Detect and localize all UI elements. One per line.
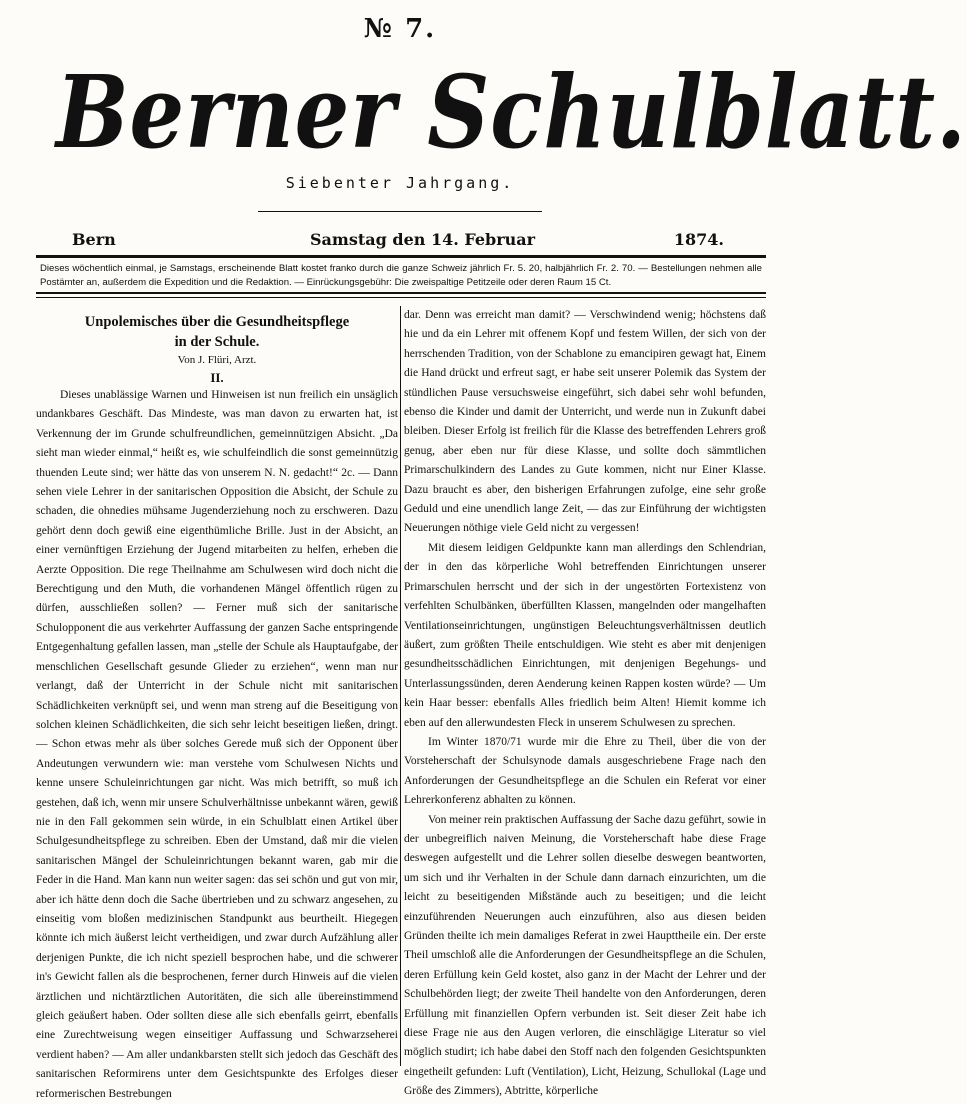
left-column xyxy=(36,306,398,1100)
paragraph: Von meiner rein praktischen Auffassung der Sache dazu geführt, sowie in der unbegreiflich naiven Meinung, die Vorsteherschaft habe diese Frage deswegen aufgestellt und die Lehrer sollen dieselbe deswegen beantworten, um sich und ihr Verhalten in der Schule dann darnach einzurichten, um die leicht zu beseitigenden Mißstände auch zu beseitigen; und die leicht einzuführenden Neuerungen auch einzuführen, also aus diesen beiden Gründen theilte ich mein damaliges Referat in zwei Haupttheile ein. Der erste Theil umschloß alle die Anforderungen der Gesundheitspflege an die Schulen, deren Erfüllung kein Geld kostet, also ganz in der Macht der Lehrer und der Schulbehörden liegt; der zweite Theil handelte von den Anforderungen, deren Erfüllung mit finanziellen Opfern verbunden ist. Seit dieser Zeit habe ich diese Frage nie aus den Augen verloren, die einschlägige Literatur so viel möglich studirt; ich habe dabei den Stoff nach den folgenden Gesichtspunkten eingetheilt gefunden: Luft (Ventilation), Licht, Heizung, Schullokal (Lage und Größe des Zimmers), Abtritte, körperliche xyxy=(404,813,766,1098)
masthead-title: Berner Schulblatt. xyxy=(56,53,967,171)
paragraph: Im Winter 1870/71 wurde mir die Ehre zu Theil, über die von der Vorsteherschaft der Schulsynode damals ausgeschriebene Frage nach den Anforderungen der Gesundheitspflege an die Schulen ein Referat vor einer Lehrerkonferenz abhalten zu können. xyxy=(404,735,766,807)
notice-rule-bottom xyxy=(36,297,766,298)
masthead-rule xyxy=(258,211,542,212)
article-part: II. xyxy=(210,370,224,385)
right-column xyxy=(404,306,766,1098)
issue-date: Samstag den 14. Februar xyxy=(310,230,536,249)
paragraph: Dieses unablässige Warnen und Hinweisen ist nun freilich ein unsäglich undankbares Geschäft. Das Mindeste, was man davon zu erwarten hat, ist Verkennung der im Grunde schulfreundlichen, gemeinnützigen Absicht. „Da sieht man wieder einmal,“ heißt es, wie schulfeindlich die sonst gemeinnützig thuenden Leute sind; wer hätte das von unserem N. N. gedacht!“ 2c. — Dann sehen viele Lehrer in der sanitarischen Opposition die Absicht, der Schule zu schaden, die ohnedies mühsame Jugenderziehung noch zu erschweren. Dazu gehört denn doch gewiß eine eigenthümliche Brille. Just in der Absicht, an einer vernünftigen Erziehung der Jugend mitarbeiten zu helfen, erheben die Aerzte Opposition. Die rege Theilnahme am Schulwesen wird doch nicht die Berechtigung und den Muth, die vorhandenen Mängel öffentlich rügen zu dürfen, ausschließen sollen? — Ferner muß sich der sanitarische Schulopponent die aus verkehrter Auffassung der ganzen Sache entspringende Entgegenhaltung gefallen lassen, man „stelle der Schule als Hauptaufgabe, der menschlichen Gesellschaft gesunde Glieder zu erziehen“, wenn man nur verlangt, daß der Unterricht in der Schule nicht mit sanitarischen Schädlichkeiten verknüpft sei, und wenn man streng auf die Beseitigung von solchen kleinen Schädlichkeiten, die sich sehr leicht beseitigen ließen, dringt. — Schon etwas mehr als über solches Gerede muß sich der Opponent über Andeutungen verwundern wie: man verstehe vom Schulwesen Nichts und kenne unsere Schuleinrichtungen gar nicht. Was mich betrifft, so muß ich gestehen, daß ich, wenn mir unsere Schulverhältnisse unbekannt wären, gewiß nie in den Fall gekommen sein würde, in ein Schulblatt einen Artikel über Schulgesundheitspflege zu schreiben. Eben der Umstand, daß mir die vielen sanitarischen Mängel der Schuleinrichtungen bekannt waren, gab mir die Feder in die Hand. Man kann nun weiter sagen: das sei schön und gut von mir, aber ich hätte denn doch die Sache übertrieben und zu schwarz angesehen, zu einseitig vom bloßen medizinischen Standpunkt aus beurtheilt. Hiegegen könnte ich mich äußerst leicht vertheidigen, und zwar durch Aufzählung aller derjenigen Punkte, die ich nicht speziell besprochen habe, und die schwerer in's Gewicht fallen als die besprochenen, ferner durch Hinweis auf die vielen ärztlichen und nichtärztlichen Autoritäten, die sich alle übereinstimmend gleich geäußert haben. Oder sollten diese alle sich ebenfalls geirrt, ebenfalls eine Zurechtweisung wegen einseitiger Auffassung und Schwarzseherei verdient haben? — Am aller undankbarsten stellt sich jedoch das Geschäft des sanitarischen Reformirens unter dem Gesichtspunkte des Erfolges dieser reformerischen Bestrebungen xyxy=(36,389,398,1100)
top-rule xyxy=(36,255,766,258)
issue-year: 1874. xyxy=(673,230,724,249)
article-title xyxy=(36,312,398,352)
dateline xyxy=(72,230,724,252)
article-title-line2: in der Schule. xyxy=(174,334,260,350)
issue-number: № 7. xyxy=(363,14,437,44)
column-divider xyxy=(400,306,401,1066)
paragraph: dar. Denn was erreicht man damit? — Verschwindend wenig; höchstens daß hie und da ein Lehrer mit offenem Kopf und festem Willen, der sich von der herrschenden Tradition, von der Schablone zu emancipiren gewagt hat, Einem die Hand drückt und erfreut sagt, er habe seit unserer Polemik das System der stündlichen Pause versuchsweise eingeführt, sich dabei sehr wohl befunden, ebenso die Kinder und damit der Unterricht, und werde nun in Zukunft dabei bleiben. Dieser Erfolg ist freilich für die Klasse des betreffenden Lehrers groß genug, aber eben nur für diese Klasse, und sollte doch sämmtlichen Primarschulkindern des Landes zu Gute kommen, nicht nur Einer Klasse. Dazu braucht es aber, den bisherigen Erfahrungen zufolge, eine sehr große Geduld und eine unendlich lange Zeit, — das zur Einführung der wichtigsten Neuerungen nöthige viele Geld nicht zu vergessen! xyxy=(404,309,766,535)
subscription-notice: Dieses wöchentlich einmal, je Samstags, erscheinende Blatt kostet franko durch die ganze Schweiz jährlich Fr. 5. 20, halbjährlich Fr. 2. 70. — Bestellungen nehmen alle Postämter an, außerdem die Expedition und die Redaktion. — Einrückungsgebühr: Die zweispaltige Petitzeile oder deren Raum 15 Ct. xyxy=(40,263,762,288)
article-title-line1: Unpolemisches über die Gesundheitspflege xyxy=(84,314,350,330)
article-author: Von J. Flüri, Arzt. xyxy=(177,354,257,366)
notice-rule-top xyxy=(36,292,766,294)
place: Bern xyxy=(72,230,116,249)
volume-subtitle: Siebenter Jahrgang. xyxy=(285,174,515,192)
paragraph: Mit diesem leidigen Geldpunkte kann man allerdings den Schlendrian, der in den das körperliche Wohl betreffenden Einrichtungen unserer Primarschulen herrscht und der sich in der ungestörten Fortexistenz von verfehlten Schulbänken, überfüllten Klassen, mangelnden oder mangelhaften Ventilationseinrichtungen, ungünstigen Beleuchtungsverhältnissen deutlich äußert, zum größten Theile entschuldigen. Wie steht es aber mit denjenigen gesundheitsschädlichen Einrichtungen, mit denjenigen Begehungs- und Unterlassungssünden, deren Aenderung keinen Rappen kosten würde? — Um kein Haar besser: ebenfalls Alles friedlich beim Alten! Hiemit komme ich eben auf den allerwundesten Fleck in unserem Schulwesen zu sprechen. xyxy=(404,541,766,729)
